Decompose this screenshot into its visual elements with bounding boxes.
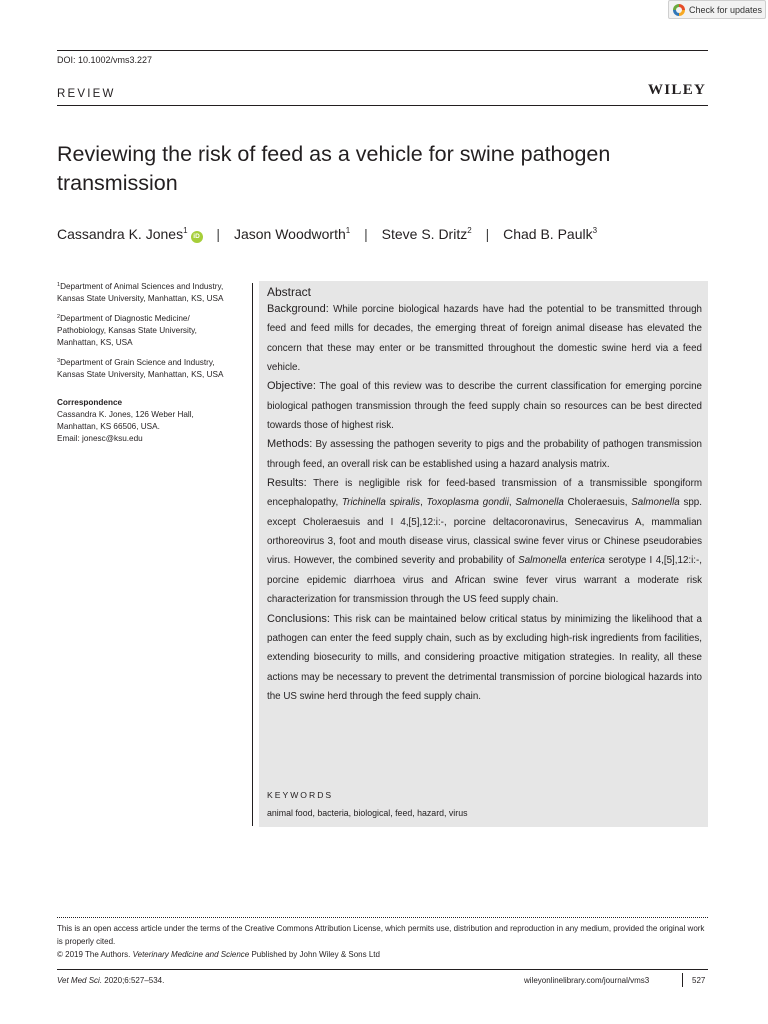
copyright-line: © 2019 The Authors. Veterinary Medicine and Science Published by John Wiley & Sons Ltd xyxy=(57,950,380,959)
check-for-updates-label: Check for updates xyxy=(689,4,763,15)
license-divider xyxy=(57,917,708,918)
page-number-divider xyxy=(682,973,683,987)
affiliations xyxy=(57,279,237,451)
abstract-divider xyxy=(252,283,253,826)
abstract-results: Results: There is negligible risk for feed-based transmission of a transmissible spongiform encephalopathy, Trichinella spiralis, Toxoplasma gondii, Salmonella Choleraesuis, Salmonella spp. except Choleraesuis and I 4,[5],12:i:-, porcine deltacoronavirus, Senecavirus A, mammalian orthoreovirus 3, foot and mouth disease virus, classical swine fever virus or Chinese pseudorabies virus. However, the combined severity and probability of Salmonella enterica serotype I 4,[5],12:i:-, porcine epidemic diarrhoea virus and African swine fever virus warrant a moderate risk characterization for transmission through the US feed supply chain. xyxy=(267,477,703,606)
conclusions-label: Conclusions: xyxy=(267,612,330,625)
affiliation: $^1$Department of Animal Sciences and Industry, Kansas State University, Manhattan, KS, USA xyxy=(57,282,224,303)
abstract-methods: Methods: By assessing the pathogen severity to pigs and the probability of pathogen transmission through feed, an overall risk can be established using a hazard analysis matrix. xyxy=(267,438,702,470)
correspondence-email[interactable]: Email: jonesc@ksu.edu xyxy=(57,434,143,443)
author-affiliation-sup: 2 xyxy=(467,226,472,235)
citation: Vet Med Sci. 2020;6:527–534. xyxy=(57,976,165,985)
orcid-icon[interactable]: iD xyxy=(191,231,203,243)
correspondence xyxy=(57,397,237,445)
author-separator: | xyxy=(364,226,368,242)
author-name[interactable]: Steve S. Dritz xyxy=(381,226,468,242)
footer-rule xyxy=(57,969,708,970)
objective-label: Objective: xyxy=(267,380,316,393)
article-title: Reviewing the risk of feed as a vehicle for swine pathogen transmission xyxy=(57,142,611,195)
author-affiliation-sup: 1 xyxy=(183,226,188,235)
abstract-conclusions: Conclusions: This risk can be maintained below critical status by minimizing the likelihood that a pathogen can enter the feed supply chain, such as by excluding high-risk ingredients from facilities, extending biosecurity to mills, and considering proactive mitigation strategies. In reality, all these actions may be necessary to prevent the detrimental transmission of porcine biological hazards into the US swine herd through the feed supply chain. xyxy=(267,612,702,702)
abstract-objective: Objective: The goal of this review was to describe the current classification for emerging porcine biological pathogen transmission through the feed supply chain so resources can be best directed towards those of highest risk. xyxy=(267,380,702,432)
section-rule xyxy=(57,105,708,106)
author-name[interactable]: Cassandra K. Jones xyxy=(57,226,184,242)
journal-url[interactable]: wileyonlinelibrary.com/journal/vms3 xyxy=(524,976,650,985)
affiliation: $^3$Department of Grain Science and Industry, Kansas State University, Manhattan, KS, USA xyxy=(57,358,224,379)
check-for-updates-button[interactable] xyxy=(668,0,766,19)
doi: DOI: 10.1002/vms3.227 xyxy=(57,55,153,65)
background-label: Background: xyxy=(267,303,329,315)
keywords-heading: KEYWORDS xyxy=(267,790,334,800)
correspondence-heading: Correspondence xyxy=(57,398,123,407)
abstract-background: Background: While porcine biological hazards have had the potential to be transmitted through feed and feed mills for decades, the emerging threat of foreign animal disease has elevated the concern that these may enter or be transmitted throughout the domestic swine herd via a feed vehicle. xyxy=(267,303,702,374)
header-rule xyxy=(57,50,708,51)
author-separator: | xyxy=(485,226,490,242)
author-name[interactable]: Chad B. Paulk xyxy=(503,226,593,242)
methods-label: Methods: xyxy=(267,438,313,451)
section-label: REVIEW xyxy=(57,88,116,100)
keywords-list: animal food, bacteria, biological, feed, hazard, virus xyxy=(267,808,468,818)
correspondence-city: Manhattan, KS 66506, USA. xyxy=(57,422,160,431)
author-list xyxy=(57,226,597,243)
abstract-box xyxy=(259,281,708,827)
author-separator: | xyxy=(216,226,221,242)
abstract-heading: Abstract xyxy=(267,285,312,299)
license-statement: This is an open access article under the terms of the Creative Commons Attribution License, which permits use, distribution and reproduction in any medium, provided the original work is properly cited. xyxy=(57,924,705,946)
page-number: 527 xyxy=(692,976,706,985)
correspondence-address: Cassandra K. Jones, 126 Weber Hall, xyxy=(57,410,194,419)
publisher-logo: WILEY xyxy=(648,82,707,98)
results-label: Results: xyxy=(267,477,307,490)
author-name[interactable]: Jason Woodworth xyxy=(233,226,346,242)
author-affiliation-sup: 1 xyxy=(345,226,351,235)
crossmark-icon xyxy=(673,4,685,16)
affiliation: $^2$Department of Diagnostic Medicine/ Pathobiology, Kansas State University, Manhattan, KS, USA xyxy=(57,314,197,347)
abstract-body xyxy=(267,283,702,706)
license-text xyxy=(57,922,708,961)
author-affiliation-sup: 3 xyxy=(592,226,598,235)
